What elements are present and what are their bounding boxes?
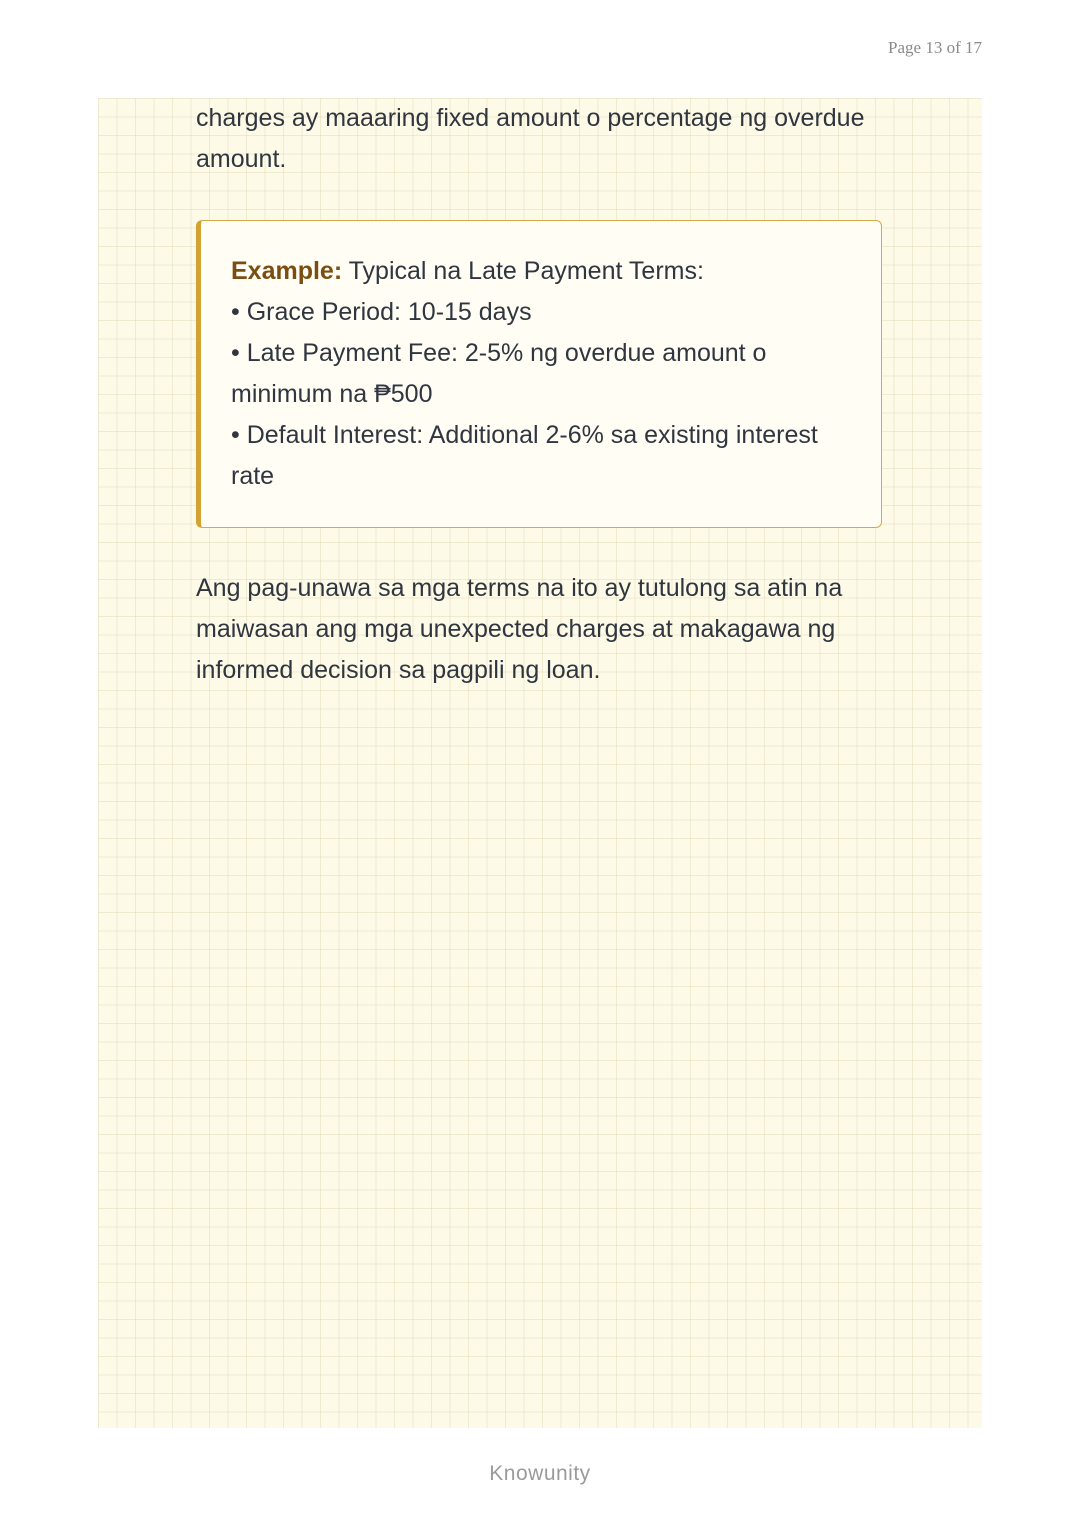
document-content [196, 98, 886, 691]
closing-paragraph: Ang pag-unawa sa mga terms na ito ay tutulong sa atin na maiwasan ang mga unexpected charges at makagawa ng informed decision sa pagpili ng loan. [196, 574, 843, 684]
example-item-default-interest: • Default Interest: Additional 2-6% sa existing interest rate [231, 421, 818, 490]
example-heading [231, 251, 851, 292]
example-callout [196, 220, 882, 528]
page-number: Page 13 of 17 [888, 38, 982, 57]
intro-paragraph: charges ay maaaring fixed amount o percentage ng overdue amount. [196, 104, 865, 173]
grid-paper-sheet [98, 98, 982, 1428]
footer-brand: Knowunity [489, 1462, 591, 1485]
example-item-grace-period: • Grace Period: 10-15 days [231, 298, 532, 326]
example-label: Example: [231, 257, 343, 285]
example-title: Typical na Late Payment Terms: [342, 257, 704, 285]
example-item-late-payment-fee: • Late Payment Fee: 2-5% ng overdue amount o minimum na ₱500 [231, 339, 767, 408]
